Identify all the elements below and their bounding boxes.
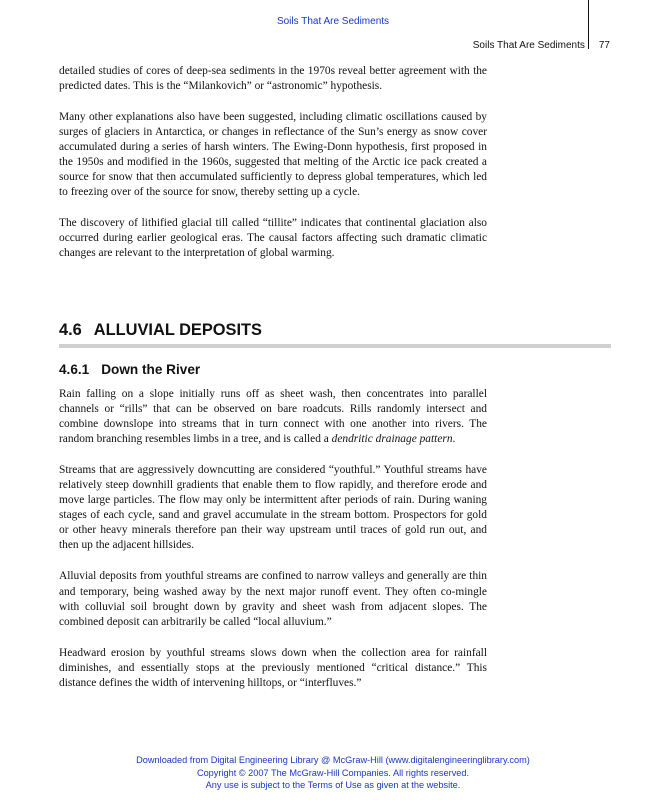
paragraph-youthful-streams: Streams that are aggressively downcutting are considered “youthful.” Youthful streams have relatively steep downhill gradients that enable them to flow rapidly, and therefore erode and move large particles. The flow may only be intermittent after periods of rain. During waning stages of each cycle, sand and gravel accumulate in the stream bottom. Prospectors for gold or other heavy minerals therefore pan their way upstream until traces of gold run out, and then up the adjacent hillsides. <box>59 464 487 552</box>
paragraph-tillite: The discovery of lithified glacial till called “tillite” indicates that continental glaciation also occurred during earlier geological eras. The causal factors affecting such dramatic climatic changes are relevant to the interpretation of global warming. <box>59 217 487 260</box>
section-heading <box>59 321 611 348</box>
paragraph-other-explanations: Many other explanations also have been suggested, including climatic oscillations caused by surges of glaciers in Antarctica, or changes in reflectance of the Sun’s energy as snow cover accumulated during a series of harsh winters. The Ewing-Donn hypothesis, first proposed in the 1950s and modified in the 1960s, suggested that melting of the Arctic ice pack created a source for snow that then accumulated sufficiently to depress global temperatures, which led to freezing over of the source for snow, thereby setting up a cycle. <box>59 111 487 199</box>
running-header <box>473 40 610 51</box>
top-chapter-link[interactable]: Soils That Are Sediments <box>276 16 390 27</box>
page-number: 77 <box>598 40 610 51</box>
paragraph-rain-text: Rain falling on a slope initially runs off as sheet wash, then concentrates into parallel channels or “rills” that can be observed on bare roadcuts. Rills randomly intersect and combine downslope into streams that in turn connect with one another into rivers. The random branching resembles limbs in a tree, and is called a <box>59 388 487 446</box>
paragraph-alluvial-deposits: Alluvial deposits from youthful streams are confined to narrow valleys and generally are thin and temporary, being washed away by the next major runoff event. They often co-mingle with colluvial soil brought down by gravity and sheet wash from adjacent slopes. The combined deposit can arbitrarily be called “local alluvium.” <box>59 570 487 628</box>
body-text-bottom <box>59 387 487 691</box>
footer-download-link[interactable]: Downloaded from Digital Engineering Library @ McGraw-Hill (www.digitalengineeringlibrary.com) <box>136 755 530 765</box>
running-title: Soils That Are Sediments <box>472 40 585 51</box>
paragraph-rain-end: . <box>452 433 456 446</box>
footer-notice <box>0 754 666 792</box>
section-number: 4.6 <box>59 321 82 339</box>
subsection-title: Down the River <box>101 362 201 377</box>
section-title: ALLUVIAL DEPOSITS <box>93 321 262 339</box>
paragraph-headward-erosion: Headward erosion by youthful streams slows down when the collection area for rainfall diminishes, and essentially stops at the previously mentioned “critical distance.” This distance defines the width of intervening hilltops, or “interfluves.” <box>59 646 487 689</box>
paragraph-rain-falling <box>59 387 487 447</box>
paragraph-milankovich: detailed studies of cores of deep-sea sediments in the 1970s reveal better agreement with the predicted dates. This is the “Milankovich” or “astronomic” hypothesis. <box>59 65 487 93</box>
body-text-top <box>59 64 487 262</box>
dendritic-term: dendritic drainage pattern <box>331 433 453 446</box>
subsection-number: 4.6.1 <box>59 362 90 377</box>
footer-copyright: Copyright © 2007 The McGraw-Hill Companies. All rights reserved. <box>196 767 470 778</box>
subsection-heading <box>59 362 200 377</box>
footer-terms: Any use is subject to the Terms of Use as given at the website. <box>205 780 461 790</box>
